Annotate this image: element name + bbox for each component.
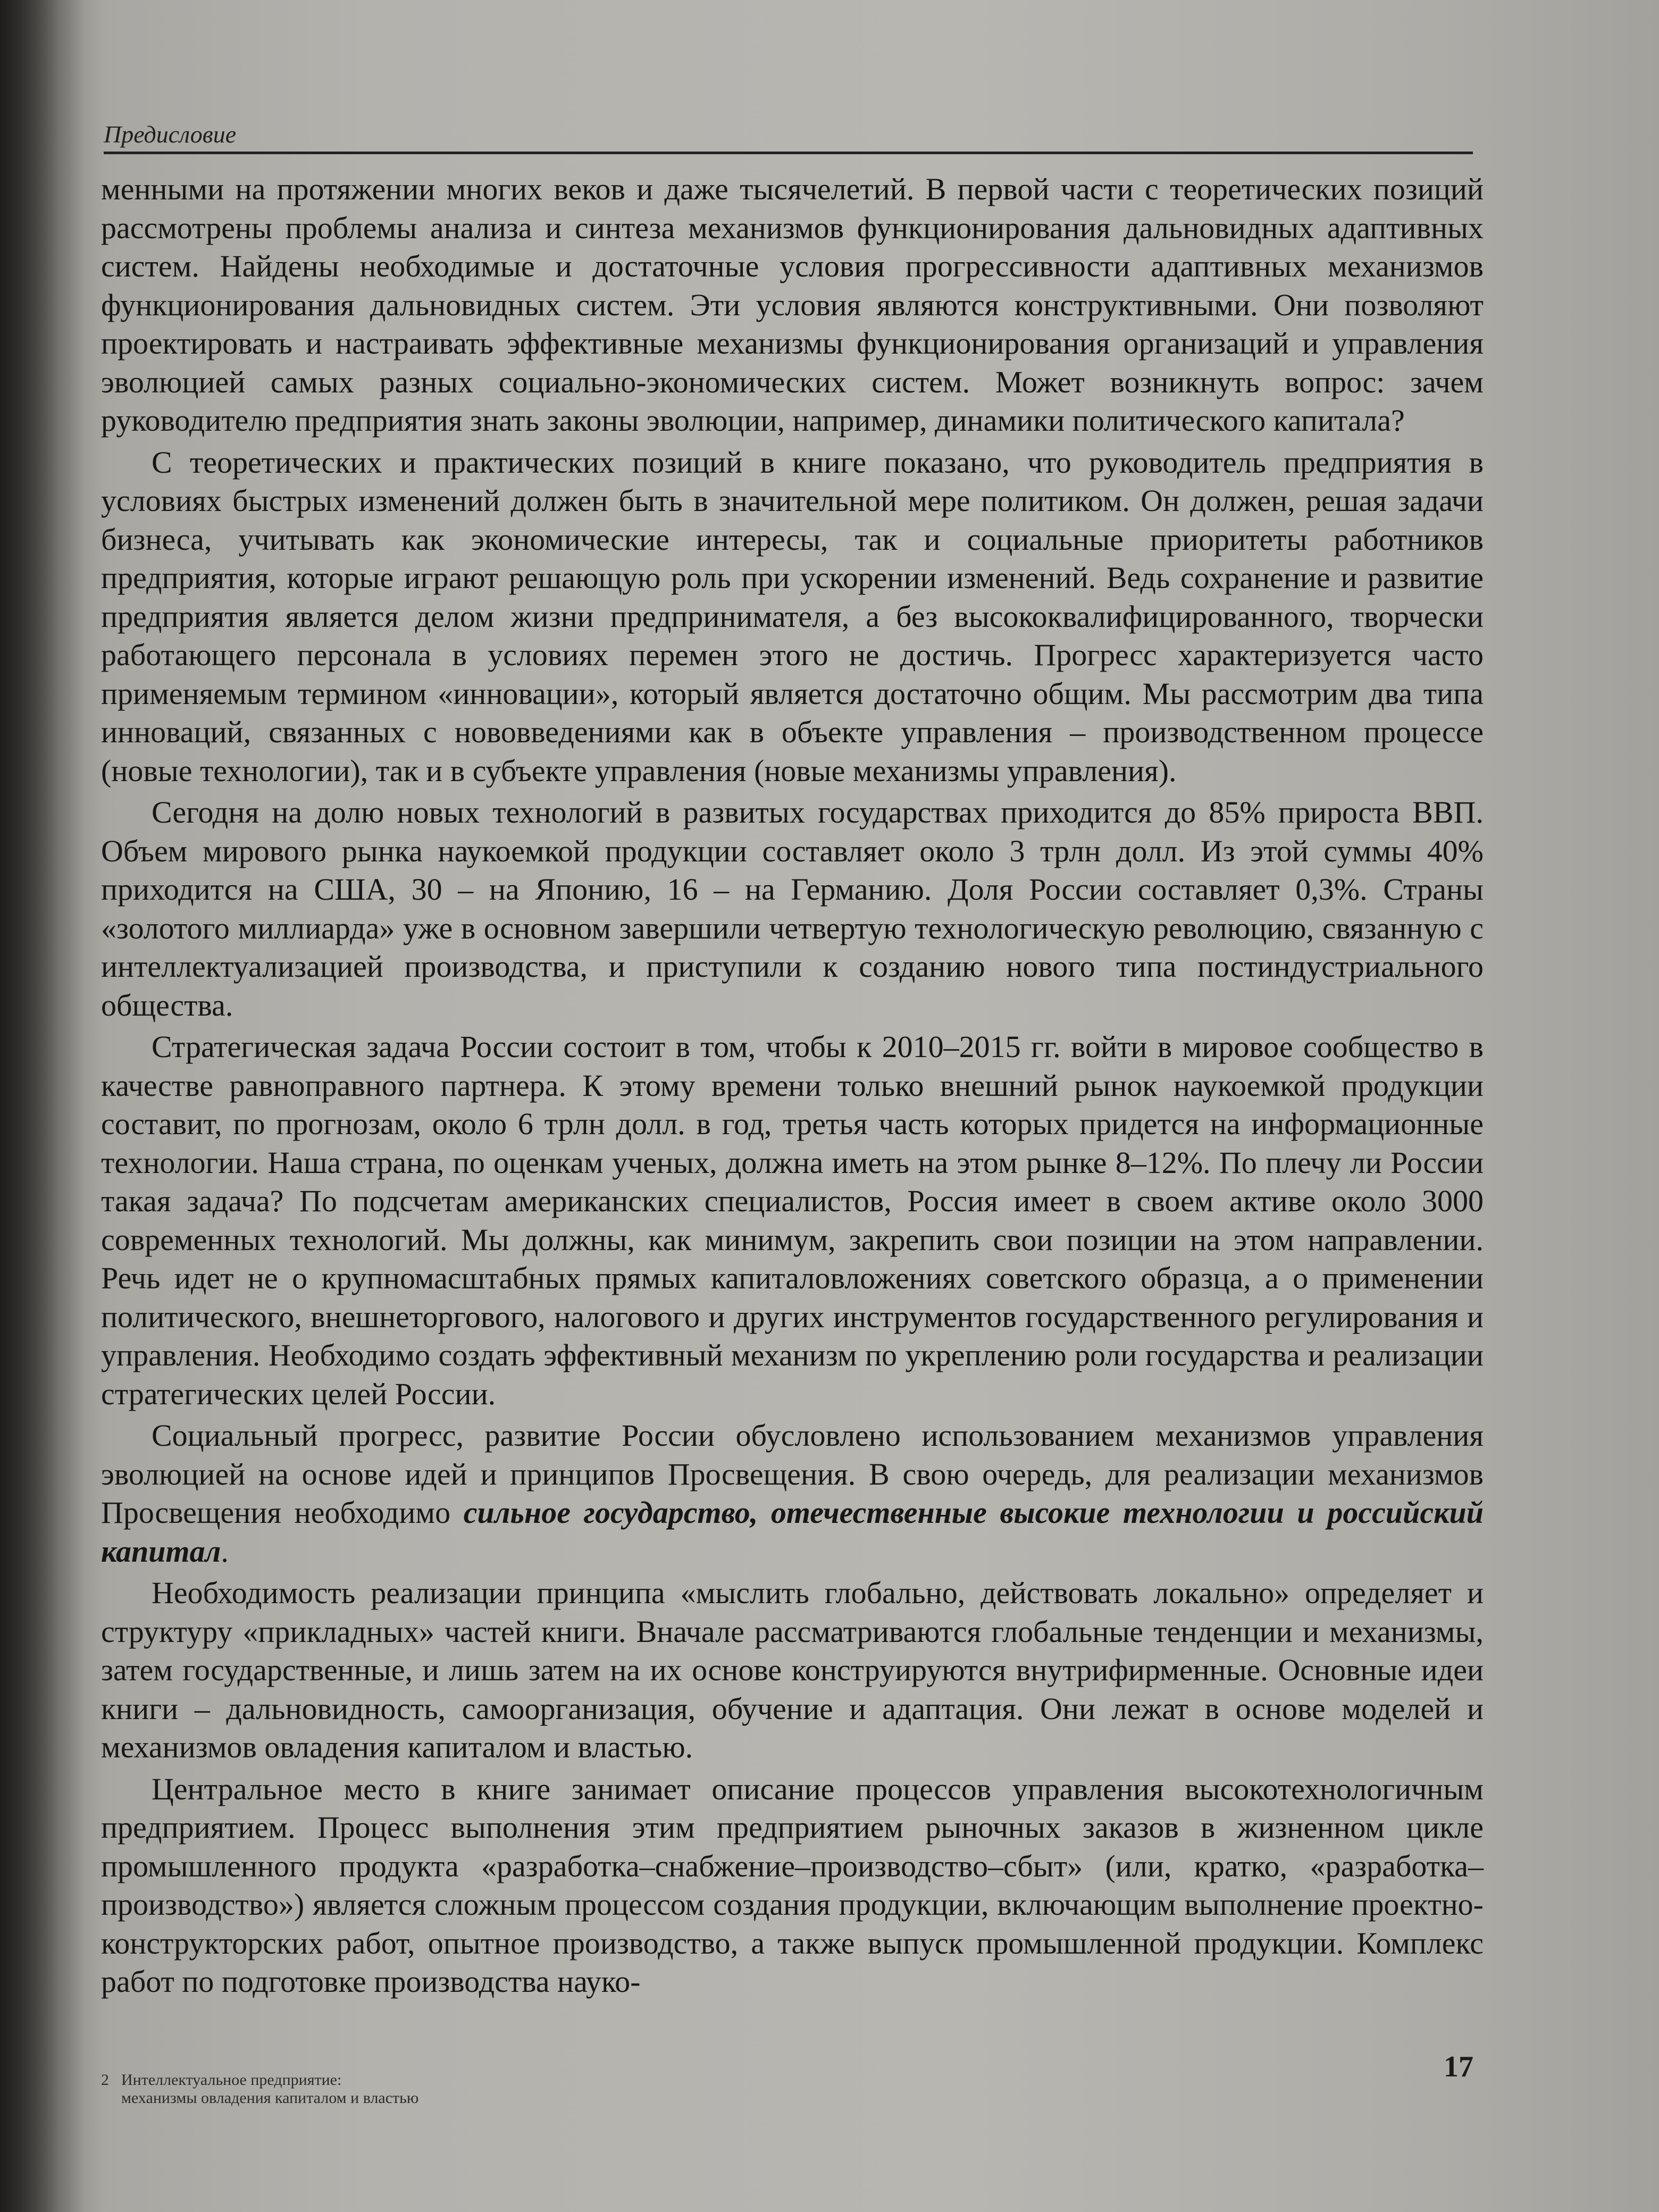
book-spine-shadow bbox=[0, 0, 85, 2212]
book-page bbox=[80, 0, 1659, 2212]
body-text bbox=[101, 170, 1484, 2005]
paragraph-3: Сегодня на долю новых технологий в развитых государствах приходится до 85% прироста ВВП. Объем мирового рынка наукоемкой продукции составляет около 3 трлн долл. Из этой суммы 40% приходится на США, 30 – на Японию, 16 – на Германию. Доля России составляет 0,3%. Страны «золотого миллиарда» уже в основном завершили четвертую технологическую революцию, связанную с интеллектуализацией производства, и приступили к созданию нового типа постиндустриального общества. bbox=[101, 795, 1484, 1023]
signature-footnote bbox=[101, 2071, 686, 2107]
book-title-line-1: Интеллектуальное предприятие: bbox=[121, 2071, 342, 2089]
paragraph-4: Стратегическая задача России состоит в том, чтобы к 2010–2015 гг. войти в мировое сообщество в качестве равноправного партнера. К этому времени только внешний рынок наукоемкой продукции составит, по прогнозам, около 6 трлн долл. в год, третья часть которых придется на информационные технологии. Наша страна, по оценкам ученых, должна иметь на этом рынке 8–12%. По плечу ли России такая задача? По подсчетам американских специалистов, Россия имеет в своем активе около 3000 современных технологий. Мы должны, как минимум, закрепить свои позиции на этом направлении. Речь идет не о крупномасштабных прямых капиталовложениях советского образца, а о применении политического, внешнеторгового, налогового и других инструментов государственного регулирования и управления. Необходимо создать эффективный механизм по укреплению роли государства и реализации стратегических целей России. bbox=[101, 1029, 1484, 1411]
paragraph-5-end: . bbox=[221, 1534, 229, 1569]
emphasized-phrase: сильное государство, отечественные высокие технологии и российский капитал bbox=[101, 1495, 1484, 1569]
paragraph-6: Необходимость реализации принципа «мыслить глобально, действовать локально» определяет и структуру «прикладных» частей книги. Вначале рассматриваются глобальные тенденции и механизмы, затем государственные, и лишь затем на их основе конструируются внутрифирменные. Основные идеи книги – дальновидность, самоорганизация, обучение и адаптация. Они лежат в основе моделей и механизмов овладения капиталом и властью. bbox=[101, 1576, 1484, 1764]
page-number: 17 bbox=[1444, 2050, 1473, 2083]
paragraph-2: С теоретических и практических позиций в книге показано, что руководитель предприятия в условиях быстрых изменений должен быть в значительной мере политиком. Он должен, решая задачи бизнеса, учитывать как экономические интересы, так и социальные приоритеты работников предприятия, которые играют решающую роль при ускорении изменений. Ведь сохранение и развитие предприятия является делом жизни предпринимателя, а без высококвалифицированного, творчески работающего персонала в условиях перемен этого не достичь. Прогресс характеризуется часто применяемым термином «инновации», который является достаточно общим. Мы рассмотрим два типа инноваций, связанных с нововведениями как в объекте управления – производственном процессе (новые технологии), так и в субъекте управления (новые механизмы управления). bbox=[101, 445, 1484, 788]
paragraph-7: Центральное место в книге занимает описание процессов управления высокотехнологичным предприятием. Процесс выполнения этим предприятием рыночных заказов в жизненном цикле промышленного продукта «разработка–снабжение–производство–сбыт» (или, кратко, «разработка–производство») является сложным процессом создания продукции, включающим выполнение проектно-конструкторских работ, опытное производство, а также выпуск промышленной продукции. Комплекс работ по подготовке производства науко- bbox=[101, 1771, 1484, 1999]
running-head: Предисловие bbox=[104, 120, 1473, 154]
paragraph-5 bbox=[101, 1417, 1484, 1571]
signature-number: 2 bbox=[101, 2071, 109, 2089]
paragraph-1: менными на протяжении многих веков и даже тысячелетий. В первой части с теоретических позиций рассмотрены проблемы анализа и синтеза механизмов функционирования дальновидных адаптивных систем. Найдены необходимые и достаточные условия прогрессивности адаптивных механизмов функционирования дальновидных систем. Эти условия являются конструктивными. Они позволяют проектировать и настраивать эффективные механизмы функционирования организаций и управления эволюцией самых разных социально-экономических систем. Может возникнуть вопрос: зачем руководителю предприятия знать законы эволюции, например, динамики политического капитала? bbox=[101, 172, 1484, 438]
paragraph-5-text: Социальный прогресс, развитие России обусловлено использованием механизмов управления эволюцией на основе идей и принципов Просвещения. В свою очередь, для реализации механизмов Просвещения необходимо bbox=[101, 1418, 1484, 1530]
book-title-line-2: механизмы овладения капиталом и властью bbox=[121, 2089, 419, 2107]
